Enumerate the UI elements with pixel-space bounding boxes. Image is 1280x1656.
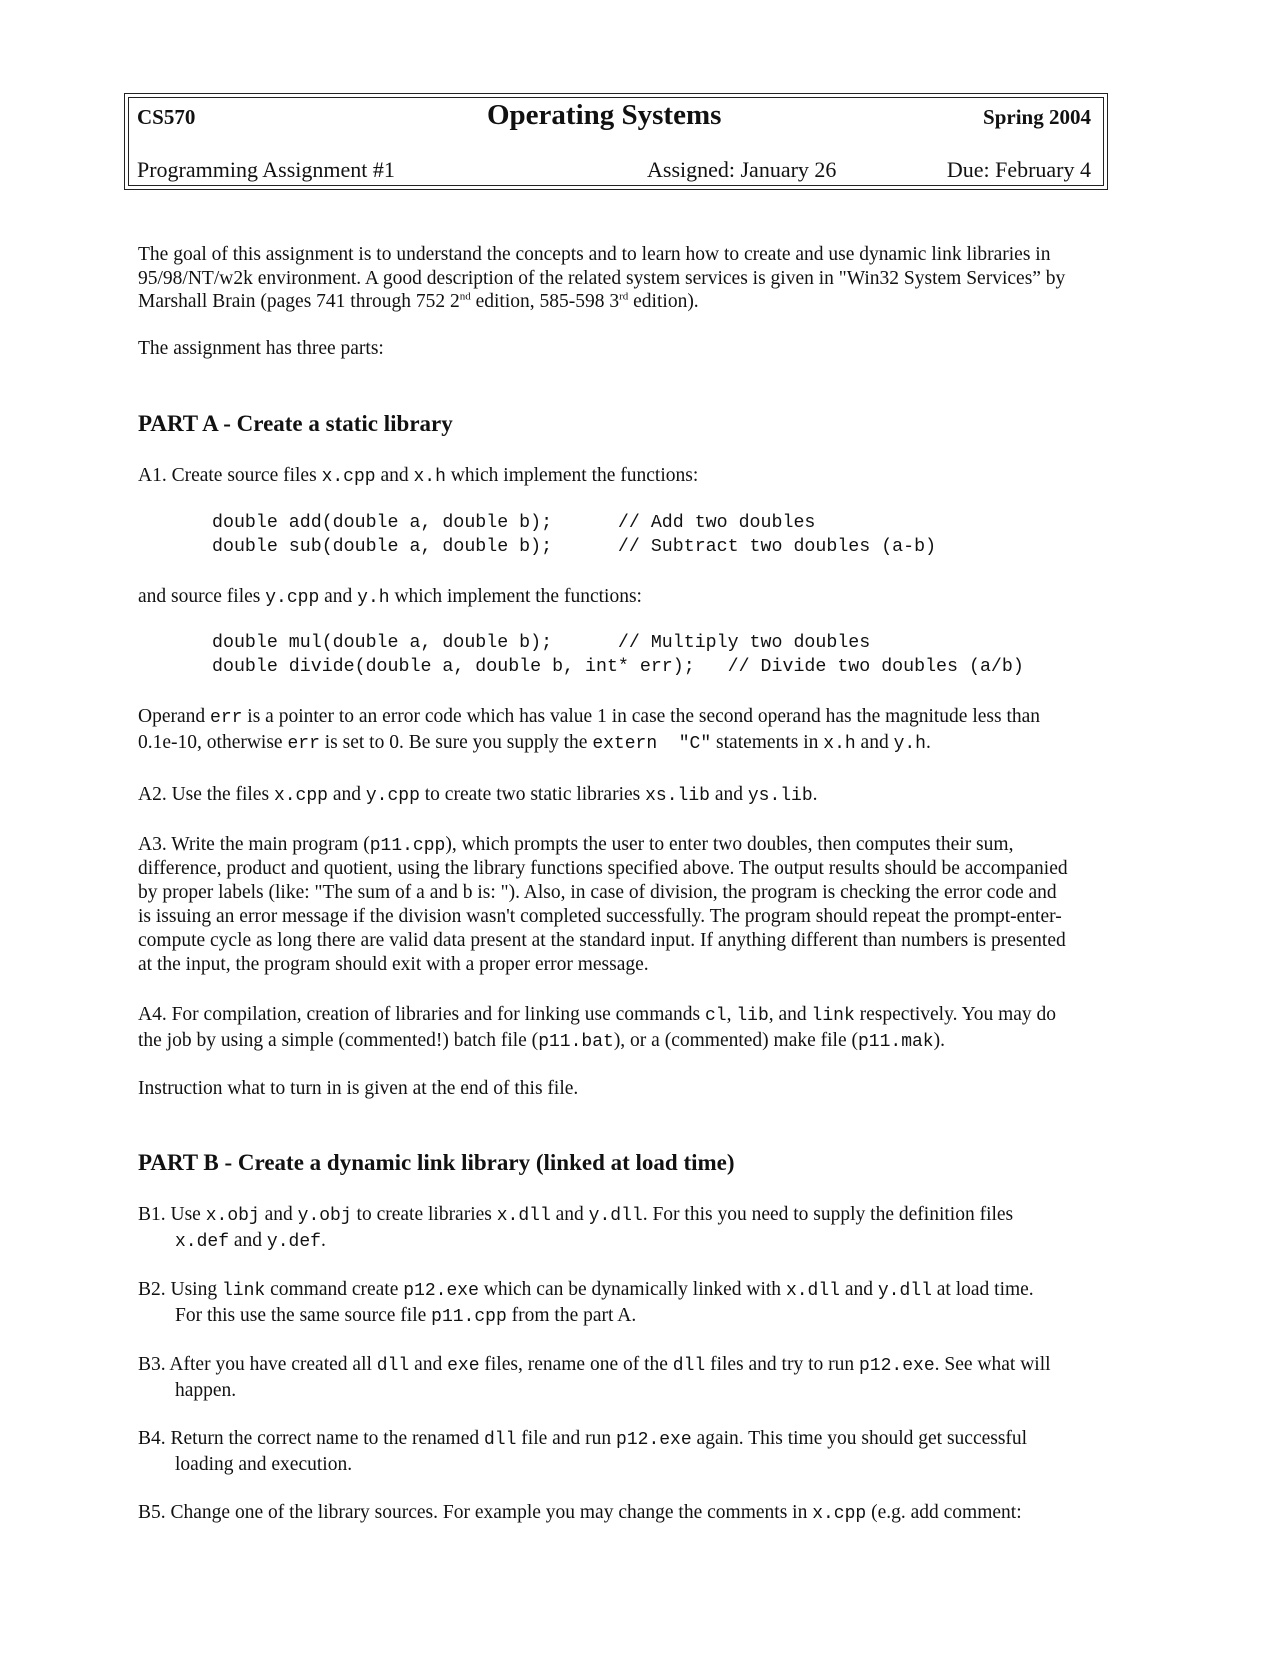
- intro-line-2: 95/98/NT/w2k environment. A good description of the related system services is given in "Win32 System Services” by: [138, 268, 1066, 289]
- course-title: Operating Systems: [487, 99, 722, 131]
- intro-line-1: The goal of this assignment is to understand the concepts and to learn how to create and use dynamic link libraries in: [138, 244, 1051, 265]
- intro-line-3: Marshall Brain (pages 741 through 752 2nd edition, 585-598 3rd edition).: [138, 290, 699, 312]
- b3-line-2: happen.: [175, 1380, 237, 1401]
- b3-line-1: B3. After you have created all dll and exe files, rename one of the dll files and try to run p12.exe. See what will: [138, 1354, 1051, 1376]
- code-add: double add(double a, double b); // Add two doubles: [212, 513, 816, 533]
- part-a-heading: PART A - Create a static library: [138, 411, 453, 436]
- b1-line-1: B1. Use x.obj and y.obj to create libraries x.dll and y.dll. For this you need to supply the definition files: [138, 1204, 1014, 1226]
- due-date: Due: February 4: [946, 157, 1091, 182]
- a4-line-2: the job by using a simple (commented!) batch file (p11.bat), or a (commented) make file (p11.mak).: [138, 1030, 945, 1052]
- operand-line-1: Operand err is a pointer to an error code which has value 1 in case the second operand has the magnitude less than: [138, 706, 1041, 728]
- code-divide: double divide(double a, double b, int* err); // Divide two doubles (a/b): [212, 657, 1024, 677]
- intro-parts: The assignment has three parts:: [138, 338, 384, 359]
- a3-line-2: difference, product and quotient, using the library functions specified above. The output results should be accompanied: [138, 858, 1068, 879]
- a3-line-5: compute cycle as long there are valid data present at the standard input. If anything different than numbers is presented: [138, 930, 1066, 951]
- a3-line-1: A3. Write the main program (p11.cpp), which prompts the user to enter two doubles, then computes their sum,: [138, 834, 1014, 856]
- operand-line-2: 0.1e-10, otherwise err is set to 0. Be sure you supply the extern "C" statements in x.h and y.h.: [138, 732, 931, 754]
- term: Spring 2004: [983, 105, 1091, 129]
- y-files-text: and source files y.cpp and y.h which implement the functions:: [138, 586, 642, 608]
- course-code: CS570: [137, 105, 196, 129]
- header-box: [124, 93, 1108, 190]
- header-box-inner: [128, 97, 1104, 186]
- code-mul: double mul(double a, double b); // Multiply two doubles: [212, 633, 871, 653]
- instruction-note: Instruction what to turn in is given at the end of this file.: [138, 1078, 579, 1099]
- b1-line-2: x.def and y.def.: [175, 1230, 326, 1252]
- b4-line-1: B4. Return the correct name to the renamed dll file and run p12.exe again. This time you should get successful: [138, 1428, 1028, 1450]
- a3-line-3: by proper labels (like: "The sum of a and b is: "). Also, in case of division, the program is checking the error code and: [138, 882, 1057, 903]
- a2-text: A2. Use the files x.cpp and y.cpp to create two static libraries xs.lib and ys.lib.: [138, 784, 818, 806]
- a1-text: A1. Create source files x.cpp and x.h which implement the functions:: [138, 465, 699, 487]
- b4-line-2: loading and execution.: [175, 1454, 353, 1475]
- assignment-name: Programming Assignment #1: [137, 157, 395, 182]
- b2-line-1: B2. Using link command create p12.exe which can be dynamically linked with x.dll and y.dll at load time.: [138, 1279, 1034, 1301]
- a4-line-1: A4. For compilation, creation of libraries and for linking use commands cl, lib, and link respectively. You may do: [138, 1004, 1057, 1026]
- b2-line-2: For this use the same source file p11.cpp from the part A.: [175, 1305, 637, 1327]
- a3-line-6: at the input, the program should exit with a proper error message.: [138, 954, 649, 975]
- part-b-heading: PART B - Create a dynamic link library (linked at load time): [138, 1150, 735, 1175]
- assigned-date: Assigned: January 26: [647, 157, 837, 182]
- b5-line-1: B5. Change one of the library sources. For example you may change the comments in x.cpp (e.g. add comment:: [138, 1502, 1022, 1524]
- a3-line-4: is issuing an error message if the division wasn't completed successfully. The program should repeat the prompt-enter-: [138, 906, 1062, 927]
- code-sub: double sub(double a, double b); // Subtract two doubles (a-b): [212, 537, 937, 557]
